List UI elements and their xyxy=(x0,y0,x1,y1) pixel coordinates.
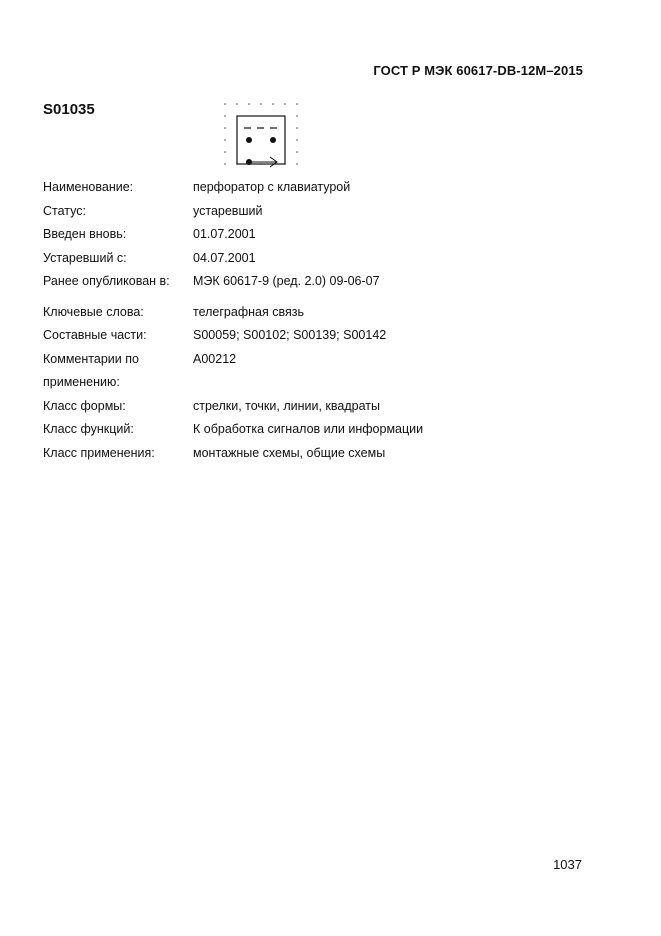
property-label: Ранее опубликован в: xyxy=(43,274,170,288)
property-label: применению: xyxy=(43,375,120,389)
property-label: Ключевые слова: xyxy=(43,304,144,319)
property-row-obsolete-since xyxy=(43,248,603,272)
property-value: МЭК 60617-9 (ред. 2.0) 09-06-07 xyxy=(193,274,380,288)
property-label: Наименование: xyxy=(43,180,134,194)
property-value: телеграфная связь xyxy=(193,304,304,319)
property-value xyxy=(193,372,603,396)
symbol-arrow xyxy=(249,157,277,167)
property-row-function-class xyxy=(43,419,603,443)
property-value: стрелки, точки, линии, квадраты xyxy=(193,398,380,413)
property-value: 01.07.2001 xyxy=(193,227,256,241)
property-value: К обработка сигналов или информации xyxy=(193,422,424,436)
property-label: Составные части: xyxy=(43,328,147,342)
standard-code: ГОСТ Р МЭК 60617-DB-12M–2015 xyxy=(373,63,583,78)
property-value: S00059; S00102; S00139; S00142 xyxy=(193,328,387,342)
property-label: Класс функций: xyxy=(43,422,134,436)
property-label: Комментарии по xyxy=(43,351,139,366)
property-row-application-notes xyxy=(43,349,603,373)
property-row-application-notes-continued xyxy=(43,372,603,396)
property-label: Класс применения: xyxy=(43,445,155,460)
property-row-status xyxy=(43,201,603,225)
property-row-application-class xyxy=(43,443,603,467)
property-label: Класс формы: xyxy=(43,398,126,413)
symbol-square xyxy=(237,116,285,164)
property-label: Устаревший с: xyxy=(43,250,127,265)
property-label: Статус: xyxy=(43,203,86,218)
property-row-name xyxy=(43,177,603,201)
symbol-dots xyxy=(246,137,276,165)
property-row-keywords xyxy=(43,302,603,326)
page-number: 1037 xyxy=(553,857,582,872)
property-row-introduced xyxy=(43,224,603,248)
property-value: перфоратор с клавиатурой xyxy=(193,180,351,194)
property-row-components xyxy=(43,325,603,349)
property-value: A00212 xyxy=(193,351,237,366)
property-row-previously-published xyxy=(43,271,603,295)
property-value: 04.07.2001 xyxy=(193,250,256,265)
property-value: устаревший xyxy=(193,203,263,218)
properties-table xyxy=(43,177,603,466)
symbol-id: S01035 xyxy=(43,101,95,118)
keyboard-perforator-symbol-icon xyxy=(218,100,308,170)
symbol-grid xyxy=(224,103,298,165)
property-label: Введен вновь: xyxy=(43,227,127,241)
property-row-shape-class xyxy=(43,396,603,420)
property-value: монтажные схемы, общие схемы xyxy=(193,445,386,460)
